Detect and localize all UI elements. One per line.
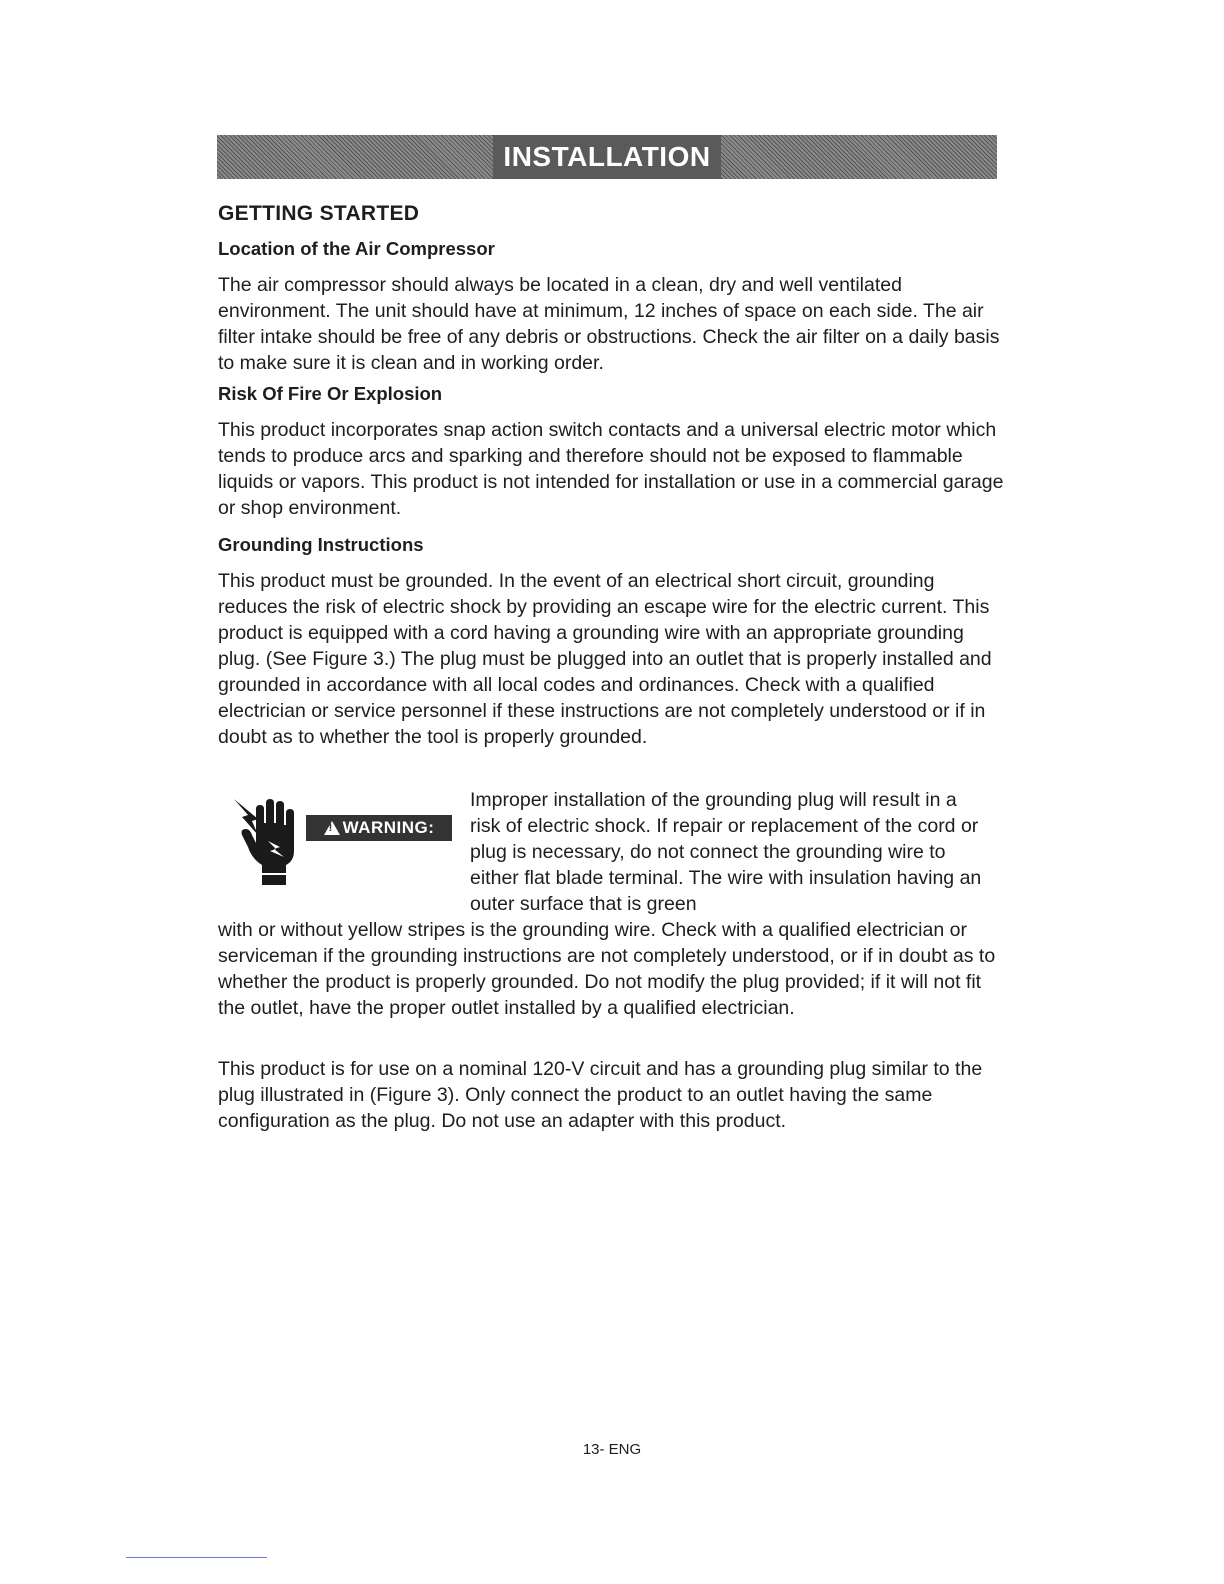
electric-shock-hand-icon [228, 795, 304, 887]
location-body: The air compressor should always be located in a clean, dry and well ventilated environment. The unit should have at minimum, 12 inches of space on each side. The air filter intake should be free of any debris or obstructions. Check the air filter on a daily basis to make sure it is clean and in working order. [218, 274, 1000, 374]
warning-label: WARNING: [342, 818, 435, 837]
warning-badge [306, 815, 452, 841]
section-title: GETTING STARTED [218, 202, 420, 225]
section-banner [217, 135, 997, 179]
location-heading: Location of the Air Compressor [218, 238, 495, 259]
page-number: 13- ENG [582, 1441, 642, 1458]
footer-rule [126, 1557, 267, 1558]
banner-title: INSTALLATION [493, 135, 720, 179]
grounding-body: This product must be grounded. In the event of an electrical short circuit, grounding reduces the risk of electric shock by providing an escape wire for the electric current. This product is equipped with a cord having a grounding wire with an appropriate grounding plug. (See Figure 3.) The plug must be plugged into an outlet that is properly installed and grounded in accordance with all local codes and ordinances. Check with a qualified electrician or service personnel if these instructions are not completely understood or if in doubt as to whether the tool is properly grounded. [218, 570, 992, 748]
warning-text: Improper installation of the grounding plug will result in a risk of electric shock. If repair or replacement of the cord or plug is necessary, do not connect the grounding wire to either flat blade terminal. The wire with insulation having an outer surface that is green [470, 789, 982, 915]
grounding-heading: Grounding Instructions [218, 534, 424, 555]
warning-text-continued: with or without yellow stripes is the grounding wire. Check with a qualified electrician or serviceman if the grounding instructions are not completely understood, or if in doubt as to whether the product is properly grounded. Do not modify the plug provided; if it will not fit the outlet, have the proper outlet installed by a qualified electrician. [218, 919, 996, 1019]
warning-triangle-icon [324, 821, 340, 835]
circuit-body: This product is for use on a nominal 120-V circuit and has a grounding plug similar to the plug illustrated in (Figure 3). Only connect the product to an outlet having the same configuration as the plug. Do not use an adapter with this product. [218, 1058, 983, 1132]
fire-body: This product incorporates snap action switch contacts and a universal electric motor which tends to produce arcs and sparking and therefore should not be exposed to flammable liquids or vapors. This product is not intended for installation or use in a commercial garage or shop environment. [218, 419, 1004, 519]
fire-heading: Risk Of Fire Or Explosion [218, 383, 443, 404]
